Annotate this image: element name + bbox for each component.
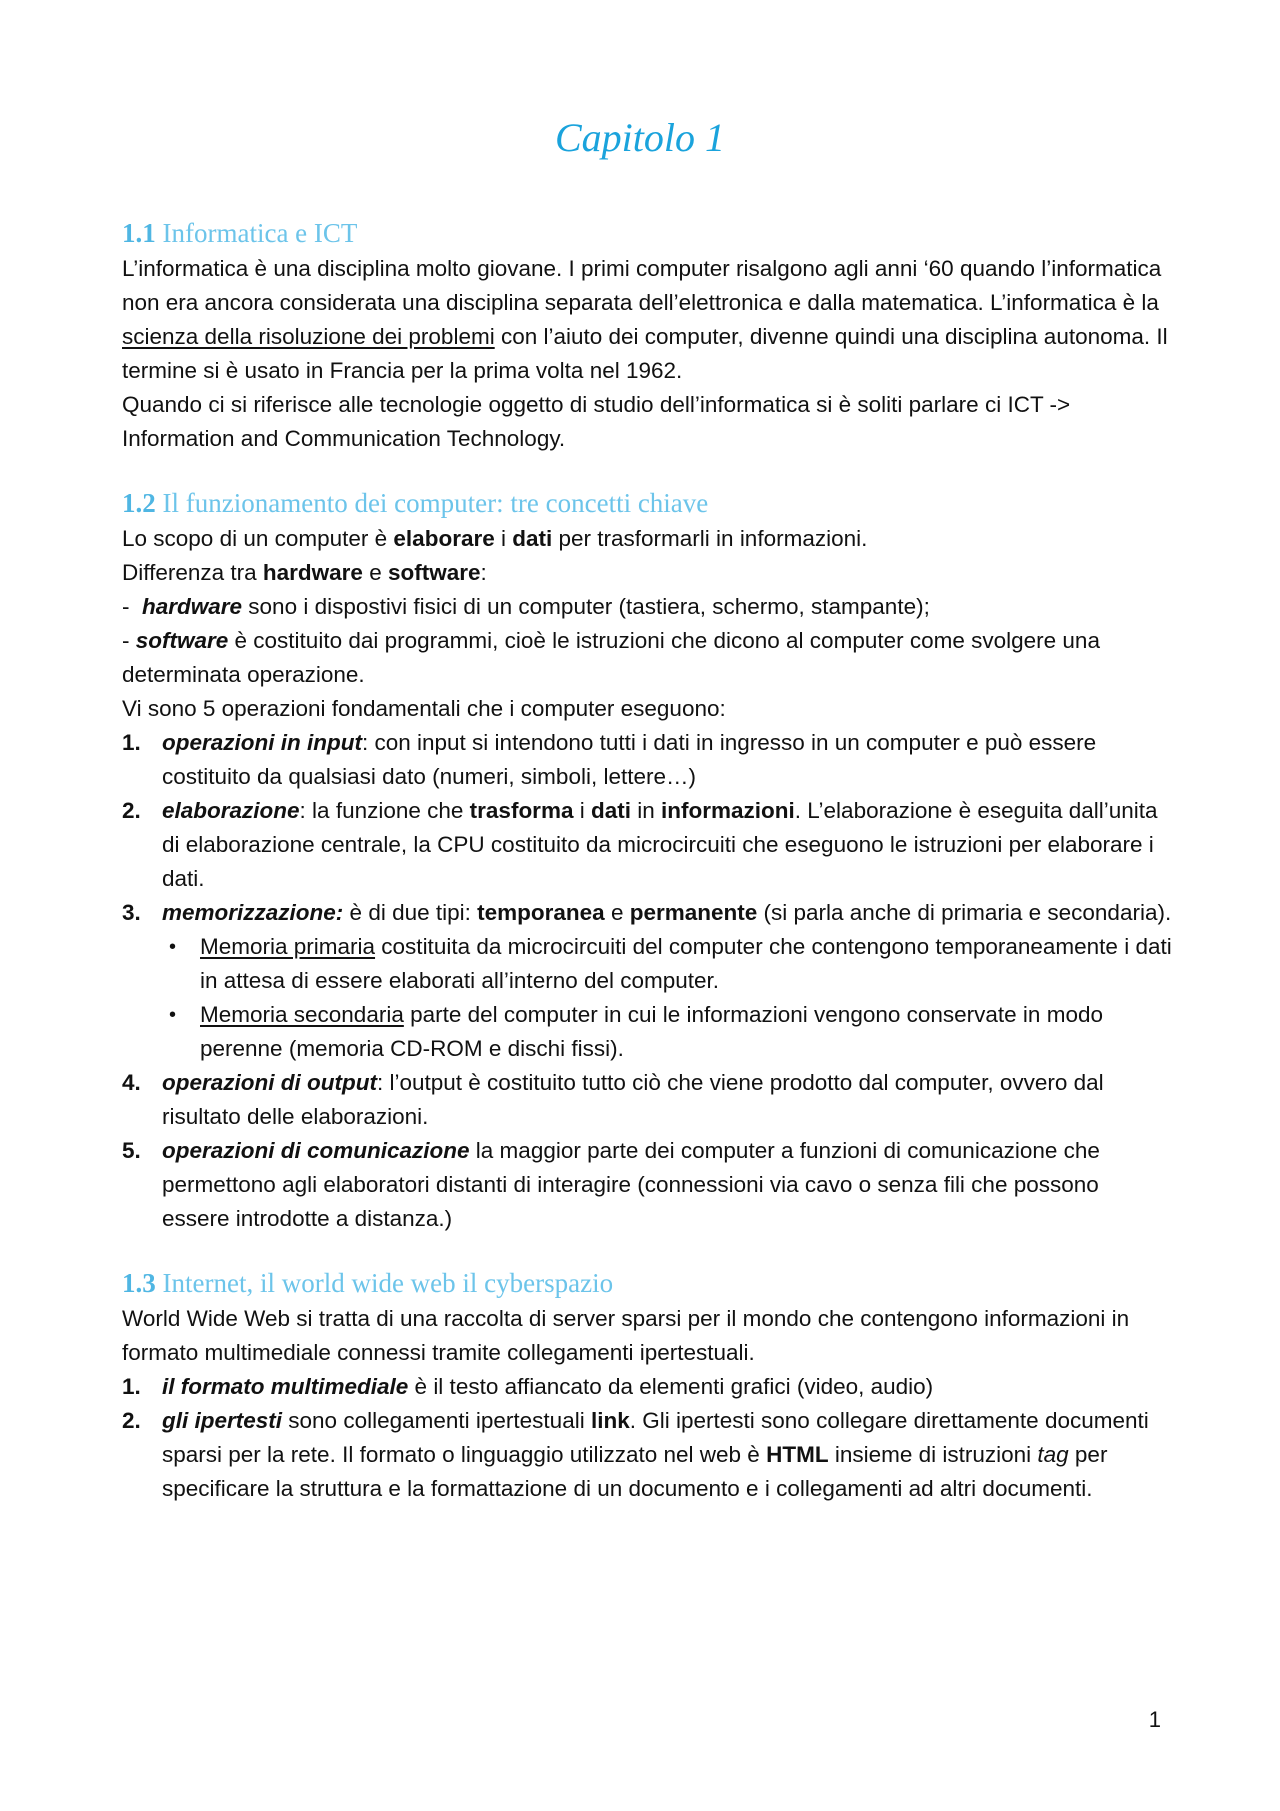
text-span: : l’output è costituito tutto ciò che viene prodotto dal computer, ovvero dal risultato delle elaborazioni. [162,1070,1104,1129]
text-span: e [362,560,388,585]
bold-term: dati [512,526,553,551]
text-span: . Gli ipertesti sono collegare direttamente documenti sparsi per la rete. Il formato o linguaggio utilizzato nel web è [162,1408,1149,1467]
paragraph [122,522,1172,556]
bullet-marker: • [169,1004,177,1026]
text-span: in [631,798,662,823]
text-span: : con input si intendono tutti i dati in ingresso in un computer e può essere costituito da qualsiasi dato (numeri, simboli, lettere…) [162,730,1097,789]
text-span: per specificare la struttura e la formattazione di un documento e i collegamenti ad altri documenti. [162,1442,1108,1501]
bold-term: permanente [629,900,758,925]
page-number: 1 [1148,1707,1161,1732]
section-1-1 [122,214,1172,456]
bold-italic-term: gli ipertesti [162,1408,283,1433]
text-span: : [480,560,487,585]
paragraph: World Wide Web si tratta di una raccolta di server sparsi per il mondo che contengono informazioni in formato multimediale connessi tramite collegamenti ipertestuali. [122,1306,1130,1365]
text-span: per trasformarli in informazioni. [552,526,868,551]
section-number: 1.2 [122,488,156,518]
list-number: 4. [122,1070,141,1095]
list-item [122,794,1172,896]
section-heading [122,484,1172,522]
section-heading [122,214,1172,252]
bold-term: informazioni [661,798,795,823]
text-span: la maggior parte dei computer a funzioni di comunicazione che permettono agli elaboratori distanti di interagire (connessioni via cavo o senza fili che possono essere introdotte a distanza.) [162,1138,1100,1231]
bold-term: elaborare [393,526,495,551]
underlined-phrase: scienza della risoluzione dei problemi [122,324,495,349]
list-number: 1. [122,1374,141,1399]
text-span: è costituito dai programmi, cioè le istruzioni che dicono al computer come svolgere una determinata operazione. [122,628,1107,687]
web-concepts-list [122,1370,1172,1506]
bold-term: dati [590,798,631,823]
list-number: 3. [122,900,141,925]
bold-italic-term: il formato multimediale [162,1374,409,1399]
bullet-marker: • [169,936,177,958]
bold-term: hardware [262,560,363,585]
section-1-3 [122,1264,1172,1506]
list-number: 2. [122,1408,141,1433]
text-span: (si parla anche di primaria e secondaria). [757,900,1172,925]
list-number: 5. [122,1138,141,1163]
bold-italic-term: operazioni di output [162,1070,377,1095]
bold-italic-term: operazioni di comunicazione [162,1138,470,1163]
memory-bullet-list [122,930,1172,1066]
text-span: costituita da microcircuiti del computer che contengono temporaneamente i dati in attesa di essere elaborati all’interno del computer. [200,934,1172,993]
paragraph [122,252,1172,388]
bullet-item [122,930,1172,998]
bold-italic-term: software [135,628,229,653]
bold-term: software [387,560,481,585]
text-span: i [573,798,591,823]
text-span: L’informatica è una disciplina molto giovane. I primi computer risalgono agli anni ‘60 quando l’informatica non era ancora considerata una disciplina separata dell’elettronica e dalla matematica. L’informatica è la [122,256,1162,315]
bold-term: temporanea [477,900,605,925]
section-title: Il funzionamento dei computer: tre concetti chiave [162,488,709,518]
list-item [122,896,1172,1066]
section-number: 1.1 [122,218,156,248]
paragraph: Quando ci si riferisce alle tecnologie oggetto di studio dell’informatica si è soliti parlare ci ICT -> Information and Communication Technology. [122,392,1071,451]
underlined-phrase: Memoria secondaria [200,1002,404,1027]
dash-item-hardware [122,590,1172,624]
text-span: i [494,526,513,551]
text-span: sono collegamenti ipertestuali [282,1408,591,1433]
list-number: 1. [122,730,141,755]
text-span: è di due tipi: [343,900,478,925]
section-title: Internet, il world wide web il cyberspazio [162,1268,614,1298]
bold-term: link [590,1408,630,1433]
dash-marker: - [122,594,142,619]
text-span: : la funzione che [299,798,470,823]
dash-marker: - [122,628,136,653]
list-item [122,1404,1172,1506]
bold-italic-term: operazioni in input [162,730,362,755]
list-item [122,726,1172,794]
text-span: e [604,900,630,925]
bold-term: trasforma [469,798,574,823]
text-span: insieme di istruzioni [828,1442,1038,1467]
list-item [122,1066,1172,1134]
paragraph [122,556,1172,590]
text-span: parte del computer in cui le informazioni vengono conservate in modo perenne (memoria CD-ROM e dischi fissi). [200,1002,1103,1061]
text-span: è il testo affiancato da elementi grafici (video, audio) [408,1374,934,1399]
bold-term: HTML [766,1442,829,1467]
document-body [122,214,1172,1506]
text-span: . L’elaborazione è eseguita dall’unita di elaborazione centrale, la CPU costituito da microcircuiti che eseguono le istruzioni per elaborare i dati. [162,798,1158,891]
list-item [122,1134,1172,1236]
bold-italic-term: elaborazione [162,798,300,823]
bullet-item [122,998,1172,1066]
italic-term: tag [1037,1442,1069,1467]
list-item [122,1370,1172,1404]
section-title: Informatica e ICT [162,218,358,248]
paragraph: Vi sono 5 operazioni fondamentali che i computer eseguono: [122,696,726,721]
section-heading [122,1264,1172,1302]
section-1-2 [122,484,1172,1236]
operations-list [122,726,1172,1236]
text-span: con l’aiuto dei computer, divenne quindi una disciplina autonoma. Il termine si è usato in Francia per la prima volta nel 1962. [122,324,1168,383]
text-span: Lo scopo di un computer è [122,526,394,551]
underlined-phrase: Memoria primaria [200,934,376,959]
dash-item-software [122,624,1172,692]
bold-italic-term: memorizzazione: [162,900,344,925]
list-number: 2. [122,798,141,823]
text-span: Differenza tra [122,560,263,585]
text-span: sono i dispostivi fisici di un computer (tastiera, schermo, stampante); [242,594,930,619]
bold-italic-term: hardware [142,594,243,619]
section-number: 1.3 [122,1268,156,1298]
chapter-title: Capitolo 1 [554,115,726,160]
